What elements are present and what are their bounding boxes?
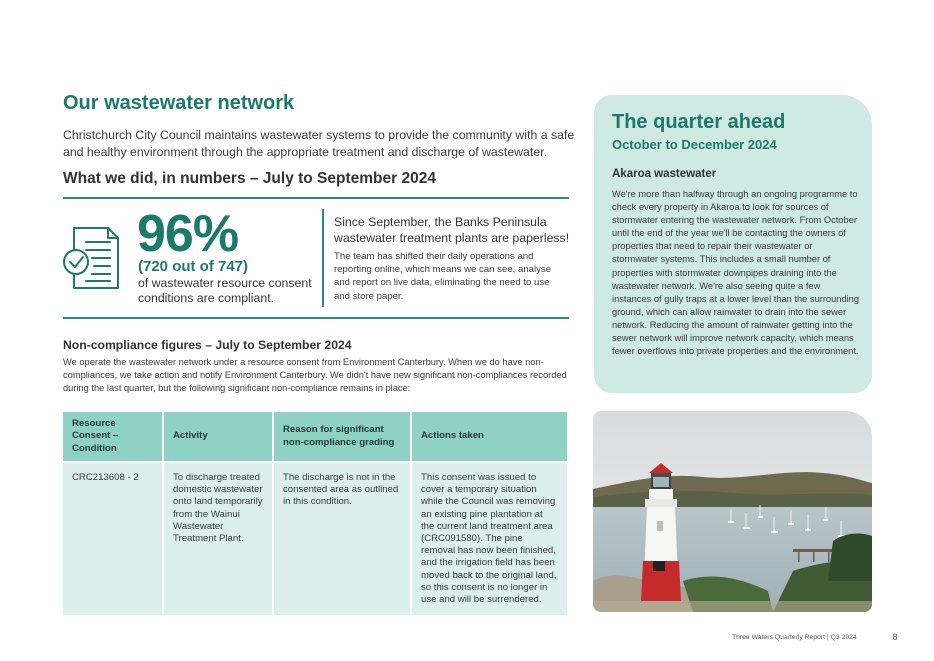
stat-percent: 96% bbox=[137, 205, 239, 263]
divider-bottom bbox=[63, 317, 569, 319]
cell-reason: The discharge is not in the consented area as outlined in this condition. bbox=[273, 462, 411, 615]
cell-activity: To discharge treated domestic wastewater onto land temporarily from the Wainui Wastewater Treatment Plant. bbox=[163, 462, 273, 615]
cell-actions: This consent was issued to cover a temporary situation while the Council was removing an existing pine plantation at the current land treatment area (CRC091580). The pine removal has now been finished, and the irrigation field has been moved back to the original land, so this consent is no longer in use and will be surrendered. bbox=[411, 462, 567, 615]
document-checkmark-icon bbox=[62, 222, 122, 292]
footer-report-label: Three Waters Quarterly Report | Q3 2024 bbox=[732, 634, 857, 641]
vertical-divider bbox=[322, 209, 324, 307]
noncompliance-heading: Non-compliance figures – July to September 2024 bbox=[63, 338, 352, 352]
header-resource-consent: Resource Consent – Condition bbox=[63, 412, 163, 462]
lighthouse-harbour-photo bbox=[593, 411, 872, 612]
header-activity: Activity bbox=[163, 412, 273, 462]
quarter-ahead-title: The quarter ahead bbox=[612, 111, 786, 133]
quarter-ahead-subtitle: October to December 2024 bbox=[612, 137, 777, 152]
cell-consent: CRC213608 - 2 bbox=[63, 462, 163, 615]
page-title: Our wastewater network bbox=[63, 92, 295, 114]
noncompliance-body: We operate the wastewater network under a resource consent from Environment Canterbury. When we do have non-compliances, we take action and notify Environment Canterbury. We didn't have new significant non-compliances recorded during the last quarter, but the following significant non-compliance remains in place: bbox=[63, 357, 567, 393]
stat-ratio: (720 out of 747) bbox=[138, 258, 249, 275]
stat-description: of wastewater resource consent conditions are compliant. bbox=[138, 276, 312, 305]
intro-paragraph: Christchurch City Council maintains wastewater systems to provide the community with a safe and healthy environment through the appropriate treatment and discharge of wastewater. bbox=[63, 128, 575, 159]
header-actions: Actions taken bbox=[411, 412, 567, 462]
noncompliance-table bbox=[63, 412, 567, 615]
numbers-heading: What we did, in numbers – July to September 2024 bbox=[63, 170, 436, 187]
table-row bbox=[63, 462, 567, 615]
divider-top bbox=[63, 197, 569, 199]
paperless-body: The team has shifted their daily operations and reporting online, which means we can see, analyse and report on live data, eliminating the need to use and store paper. bbox=[334, 251, 552, 302]
page-number: 8 bbox=[892, 632, 898, 642]
table-header-row bbox=[63, 412, 567, 462]
akaroa-body: We're more than halfway through an ongoing programme to check every property in Akaroa to look for sources of stormwater entering the wastewater network. From October until the end of the year we'll be contacting the owners of properties that need to repair their wastewater or stormwater systems. This includes a small number of properties with stormwater downpipes draining into the wastewater network. We're also seeing quite a few instances of gully traps at a lower level than the surrounding ground, which can allow rainwater to drain into the sewer network. Reducing the amount of rainwater getting into the sewer network will improve network capacity, which means fewer overflows into private properties and the environment. bbox=[612, 189, 860, 357]
header-reason: Reason for significant non-compliance grading bbox=[273, 412, 411, 462]
paperless-heading: Since September, the Banks Peninsula wastewater treatment plants are paperless! bbox=[334, 215, 570, 245]
akaroa-heading: Akaroa wastewater bbox=[612, 168, 717, 180]
